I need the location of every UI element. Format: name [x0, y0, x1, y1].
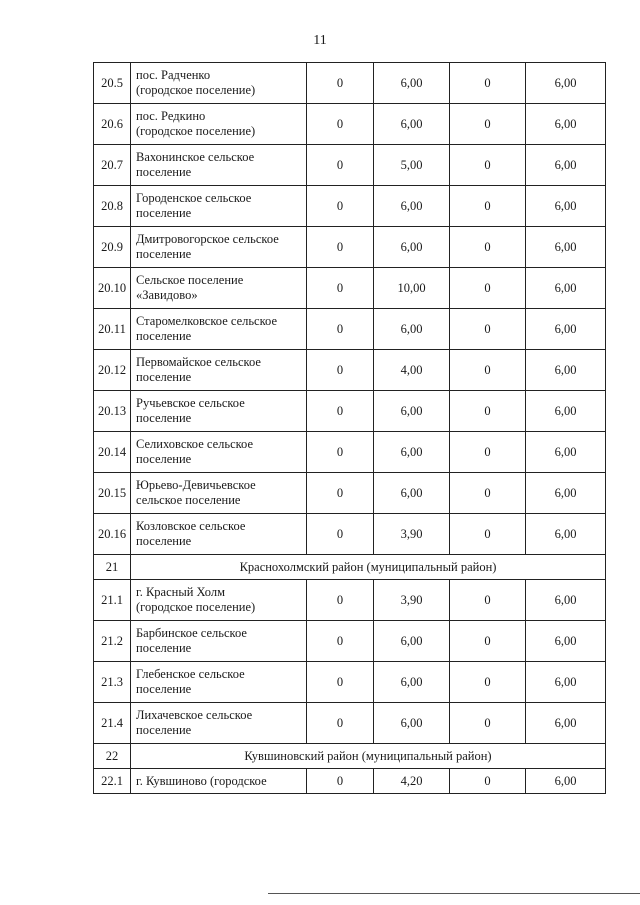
table-row [94, 350, 606, 391]
value-cell-4: 6,00 [526, 145, 606, 186]
table-row [94, 268, 606, 309]
settlement-name-cell [131, 391, 307, 432]
value-cell-4: 6,00 [526, 621, 606, 662]
value-cell-4: 6,00 [526, 104, 606, 145]
district-header-row [94, 744, 606, 769]
value-cell-2: 6,00 [374, 432, 450, 473]
value-cell-1: 0 [307, 63, 374, 104]
value-cell-4: 6,00 [526, 350, 606, 391]
settlement-name-line-2: (городское поселение) [136, 83, 256, 97]
table-body [94, 63, 606, 794]
settlement-name-line-2: поселение [136, 329, 192, 343]
value-cell-4: 6,00 [526, 186, 606, 227]
district-title-cell: Краснохолмский район (муниципальный район) [131, 555, 606, 580]
value-cell-3: 0 [450, 350, 526, 391]
value-cell-4: 6,00 [526, 769, 606, 794]
value-cell-2: 10,00 [374, 268, 450, 309]
value-cell-1: 0 [307, 268, 374, 309]
settlement-name-cell [131, 268, 307, 309]
district-number-cell: 22 [94, 744, 131, 769]
value-cell-3: 0 [450, 703, 526, 744]
value-cell-3: 0 [450, 63, 526, 104]
settlement-name-line-1: пос. Радченко [136, 68, 211, 82]
row-number-cell: 20.10 [94, 268, 131, 309]
value-cell-4: 6,00 [526, 268, 606, 309]
table-row [94, 432, 606, 473]
settlement-name-line-2: (городское поселение) [136, 124, 256, 138]
settlement-name-line-2: «Завидово» [136, 288, 198, 302]
value-cell-3: 0 [450, 769, 526, 794]
value-cell-2: 3,90 [374, 580, 450, 621]
value-cell-1: 0 [307, 227, 374, 268]
table-row [94, 473, 606, 514]
settlement-name-line-1: Первомайское сельское [136, 355, 261, 369]
value-cell-1: 0 [307, 391, 374, 432]
value-cell-1: 0 [307, 186, 374, 227]
table-row [94, 227, 606, 268]
settlement-name-cell [131, 703, 307, 744]
settlement-name-cell [131, 621, 307, 662]
value-cell-4: 6,00 [526, 63, 606, 104]
settlement-name-line-1: Сельское поселение [136, 273, 244, 287]
table-row [94, 391, 606, 432]
row-number-cell: 21.2 [94, 621, 131, 662]
row-number-cell: 20.6 [94, 104, 131, 145]
table-row [94, 104, 606, 145]
value-cell-1: 0 [307, 580, 374, 621]
settlement-name-cell [131, 186, 307, 227]
value-cell-3: 0 [450, 473, 526, 514]
settlement-name-cell [131, 769, 307, 794]
settlement-name-line-1: Старомелковское сельское [136, 314, 277, 328]
settlement-name-cell [131, 432, 307, 473]
value-cell-2: 6,00 [374, 309, 450, 350]
settlement-name-cell [131, 514, 307, 555]
settlement-name-line-1: Селиховское сельское [136, 437, 254, 451]
value-cell-3: 0 [450, 432, 526, 473]
value-cell-3: 0 [450, 309, 526, 350]
value-cell-2: 6,00 [374, 186, 450, 227]
settlement-name-cell [131, 227, 307, 268]
row-number-cell: 20.5 [94, 63, 131, 104]
table-row [94, 662, 606, 703]
row-number-cell: 20.9 [94, 227, 131, 268]
value-cell-3: 0 [450, 662, 526, 703]
value-cell-4: 6,00 [526, 662, 606, 703]
settlement-name-line-1: Лихачевское сельское [136, 708, 253, 722]
value-cell-4: 6,00 [526, 514, 606, 555]
value-cell-3: 0 [450, 104, 526, 145]
value-cell-2: 6,00 [374, 227, 450, 268]
value-cell-3: 0 [450, 391, 526, 432]
value-cell-4: 6,00 [526, 309, 606, 350]
settlement-name-line-1: Глебенское сельское [136, 667, 245, 681]
value-cell-2: 6,00 [374, 63, 450, 104]
district-number-cell: 21 [94, 555, 131, 580]
settlement-name-line-2: поселение [136, 165, 192, 179]
district-header-row [94, 555, 606, 580]
settlement-name-line-1: Городенское сельское [136, 191, 252, 205]
value-cell-2: 3,90 [374, 514, 450, 555]
value-cell-4: 6,00 [526, 391, 606, 432]
row-number-cell: 20.8 [94, 186, 131, 227]
settlement-name-line-1: пос. Редкино [136, 109, 206, 123]
value-cell-3: 0 [450, 514, 526, 555]
value-cell-2: 6,00 [374, 662, 450, 703]
settlement-name-line-1: Вахонинское сельское [136, 150, 255, 164]
value-cell-1: 0 [307, 514, 374, 555]
value-cell-3: 0 [450, 227, 526, 268]
value-cell-1: 0 [307, 350, 374, 391]
value-cell-3: 0 [450, 186, 526, 227]
table-row [94, 186, 606, 227]
row-number-cell: 20.13 [94, 391, 131, 432]
row-number-cell: 22.1 [94, 769, 131, 794]
table-row [94, 145, 606, 186]
value-cell-1: 0 [307, 621, 374, 662]
settlement-name-cell [131, 580, 307, 621]
table-row [94, 63, 606, 104]
value-cell-2: 4,00 [374, 350, 450, 391]
settlement-name-line-1: Козловское сельское [136, 519, 246, 533]
value-cell-1: 0 [307, 769, 374, 794]
settlement-name-line-2: поселение [136, 411, 192, 425]
value-cell-4: 6,00 [526, 473, 606, 514]
value-cell-1: 0 [307, 309, 374, 350]
value-cell-1: 0 [307, 104, 374, 145]
settlement-name-line-2: поселение [136, 682, 192, 696]
table-row [94, 514, 606, 555]
value-cell-4: 6,00 [526, 227, 606, 268]
value-cell-3: 0 [450, 580, 526, 621]
settlement-name-line-1: Ручьевское сельское [136, 396, 245, 410]
settlement-name-line-2: (городское поселение) [136, 600, 256, 614]
settlement-name-line-2: поселение [136, 206, 192, 220]
settlement-name-cell [131, 662, 307, 703]
tax-rates-table [93, 62, 606, 794]
value-cell-3: 0 [450, 621, 526, 662]
page-number: 11 [313, 33, 327, 48]
settlement-name-line-2: поселение [136, 534, 192, 548]
settlement-name-line-1: Юрьево-Девичьевское [136, 478, 256, 492]
value-cell-4: 6,00 [526, 432, 606, 473]
settlement-name-line-2: поселение [136, 247, 192, 261]
row-number-cell: 21.1 [94, 580, 131, 621]
value-cell-1: 0 [307, 432, 374, 473]
value-cell-2: 6,00 [374, 621, 450, 662]
row-number-cell: 20.14 [94, 432, 131, 473]
settlement-name-cell [131, 145, 307, 186]
value-cell-2: 4,20 [374, 769, 450, 794]
row-number-cell: 20.16 [94, 514, 131, 555]
row-number-cell: 20.7 [94, 145, 131, 186]
value-cell-1: 0 [307, 703, 374, 744]
settlement-name-line-1: Дмитровогорское сельское [136, 232, 279, 246]
table-row [94, 580, 606, 621]
district-title-cell: Кувшиновский район (муниципальный район) [131, 744, 606, 769]
settlement-name-cell [131, 63, 307, 104]
value-cell-2: 6,00 [374, 104, 450, 145]
value-cell-3: 0 [450, 268, 526, 309]
value-cell-4: 6,00 [526, 703, 606, 744]
value-cell-1: 0 [307, 473, 374, 514]
table-row [94, 309, 606, 350]
settlement-name-cell [131, 473, 307, 514]
value-cell-2: 6,00 [374, 391, 450, 432]
settlement-name-cell [131, 309, 307, 350]
settlement-name-line-1: г. Красный Холм [136, 585, 226, 599]
settlement-name-line-1: Барбинское сельское [136, 626, 247, 640]
value-cell-2: 5,00 [374, 145, 450, 186]
value-cell-4: 6,00 [526, 580, 606, 621]
value-cell-1: 0 [307, 145, 374, 186]
settlement-name-cell [131, 350, 307, 391]
settlement-name-line-2: сельское поселение [136, 493, 241, 507]
settlement-name-line-2: поселение [136, 641, 192, 655]
row-number-cell: 21.3 [94, 662, 131, 703]
row-number-cell: 20.11 [94, 309, 131, 350]
value-cell-1: 0 [307, 662, 374, 703]
table-row [94, 621, 606, 662]
settlement-name-line-2: поселение [136, 370, 192, 384]
footer-rule [268, 893, 640, 894]
value-cell-3: 0 [450, 145, 526, 186]
row-number-cell: 20.12 [94, 350, 131, 391]
value-cell-2: 6,00 [374, 703, 450, 744]
settlement-name-line-1: г. Кувшиново (городское [136, 773, 267, 788]
table-row [94, 769, 606, 794]
settlement-name-line-2: поселение [136, 723, 192, 737]
row-number-cell: 20.15 [94, 473, 131, 514]
settlement-name-line-2: поселение [136, 452, 192, 466]
value-cell-2: 6,00 [374, 473, 450, 514]
table-row [94, 703, 606, 744]
settlement-name-cell [131, 104, 307, 145]
row-number-cell: 21.4 [94, 703, 131, 744]
